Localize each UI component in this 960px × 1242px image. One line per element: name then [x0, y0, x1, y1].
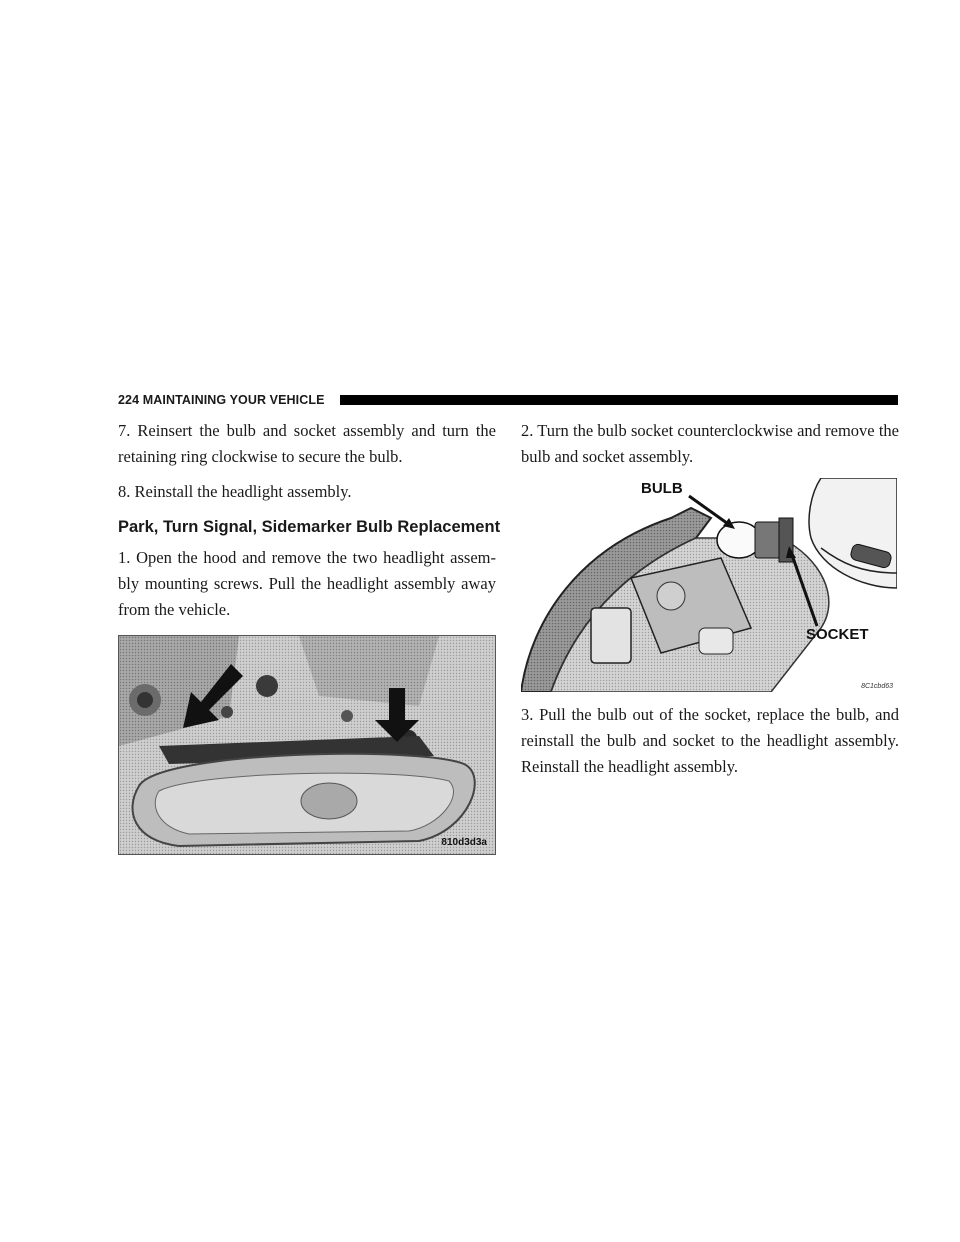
headlight-screws-illustration: [119, 636, 495, 854]
socket-callout: SOCKET: [806, 626, 869, 643]
step-7-text: 7. Reinsert the bulb and socket assembly and turn the retaining ring clockwise to secure the bulb.: [118, 421, 496, 466]
bulb-socket-figure: [521, 478, 897, 692]
section-heading: Park, Turn Signal, Sidemarker Bulb Replacement: [118, 518, 501, 536]
headlight-screws-figure: [118, 635, 496, 855]
figure-code-right: 8C1cbd63: [861, 683, 893, 690]
step-8-text: 8. Reinstall the headlight assembly.: [118, 482, 352, 501]
page-header: [118, 391, 898, 409]
page-number-title: 224 MAINTAINING YOUR VEHICLE: [118, 393, 325, 407]
step-1-text: 1. Open the hood and remove the two headlight assem-bly mounting screws. Pull the headlight assembly away from the vehicle.: [118, 548, 496, 619]
right-column: [521, 418, 899, 780]
bulb-callout: BULB: [641, 480, 683, 497]
figure-code-left: 810d3d3a: [441, 837, 487, 848]
step-2-text: 2. Turn the bulb socket counterclockwise and remove the bulb and socket assembly.: [521, 421, 899, 466]
left-column: [118, 418, 501, 855]
step-3-text: 3. Pull the bulb out of the socket, replace the bulb, and reinstall the bulb and socket to the headlight assembly. Reinstall the headlight assembly.: [521, 705, 899, 776]
header-rule: [340, 395, 898, 405]
bulb-socket-illustration: [521, 478, 897, 692]
